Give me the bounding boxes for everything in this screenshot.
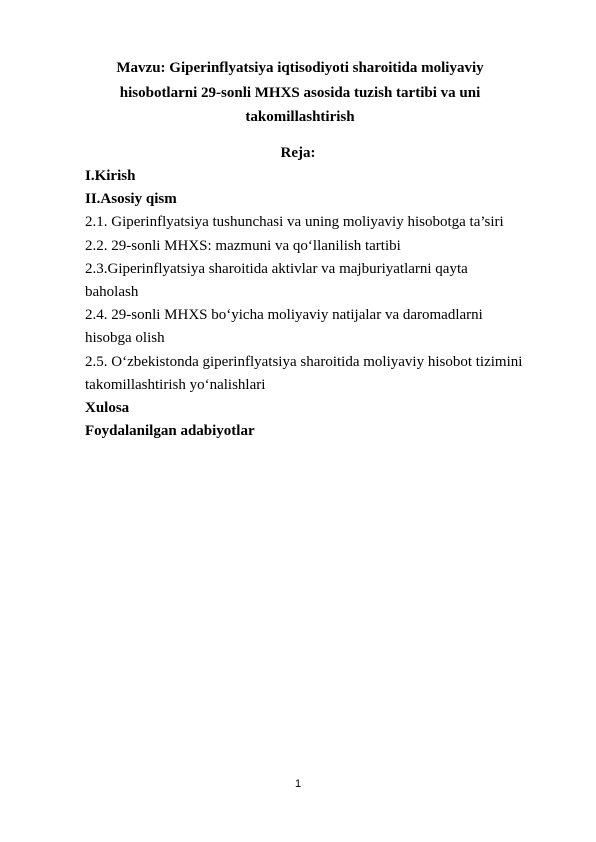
title-line: takomillashtirish bbox=[245, 109, 355, 125]
plan-item-2-3-continued: baholash bbox=[85, 284, 139, 301]
plan-item-2-4: 2.4. 29-sonli MHXS bo‘yicha moliyaviy natijalar va daromadlarni bbox=[85, 307, 483, 324]
plan-item-conclusion: Xulosa bbox=[85, 400, 130, 417]
plan-item-2-5-continued: takomillashtirish yo‘nalishlari bbox=[85, 376, 266, 393]
plan-heading: Reja: bbox=[280, 145, 316, 161]
plan-item-2-4-continued: hisobga olish bbox=[85, 330, 165, 347]
title-line: hisobotlarni 29-sonli MHXS asosida tuzish tartibi va uni bbox=[119, 84, 481, 101]
title-line: Mavzu: Giperinflyatsiya iqtisodiyoti sharoitida moliyaviy bbox=[116, 60, 484, 76]
plan-item-2-2: 2.2. 29-sonli MHXS: mazmuni va qo‘llanilish tartibi bbox=[85, 237, 401, 254]
plan-item-2-5: 2.5. O‘zbekistonda giperinflyatsiya sharoitida moliyaviy hisobot tizimini bbox=[85, 353, 523, 370]
plan-item-2-3: 2.3.Giperinflyatsiya sharoitida aktivlar va majburiyatlarni qayta bbox=[85, 260, 468, 277]
document-title bbox=[80, 56, 520, 130]
plan-item-2-1: 2.1. Giperinflyatsiya tushunchasi va uning moliyaviy hisobotga ta’siri bbox=[85, 214, 504, 231]
plan-item-main-part: II.Asosiy qism bbox=[85, 191, 177, 208]
plan-item-introduction: I.Kirish bbox=[85, 168, 136, 184]
plan-list bbox=[85, 165, 545, 443]
plan-item-references: Foydalanilgan adabiyotlar bbox=[85, 423, 255, 440]
page-number: 1 bbox=[294, 778, 302, 790]
